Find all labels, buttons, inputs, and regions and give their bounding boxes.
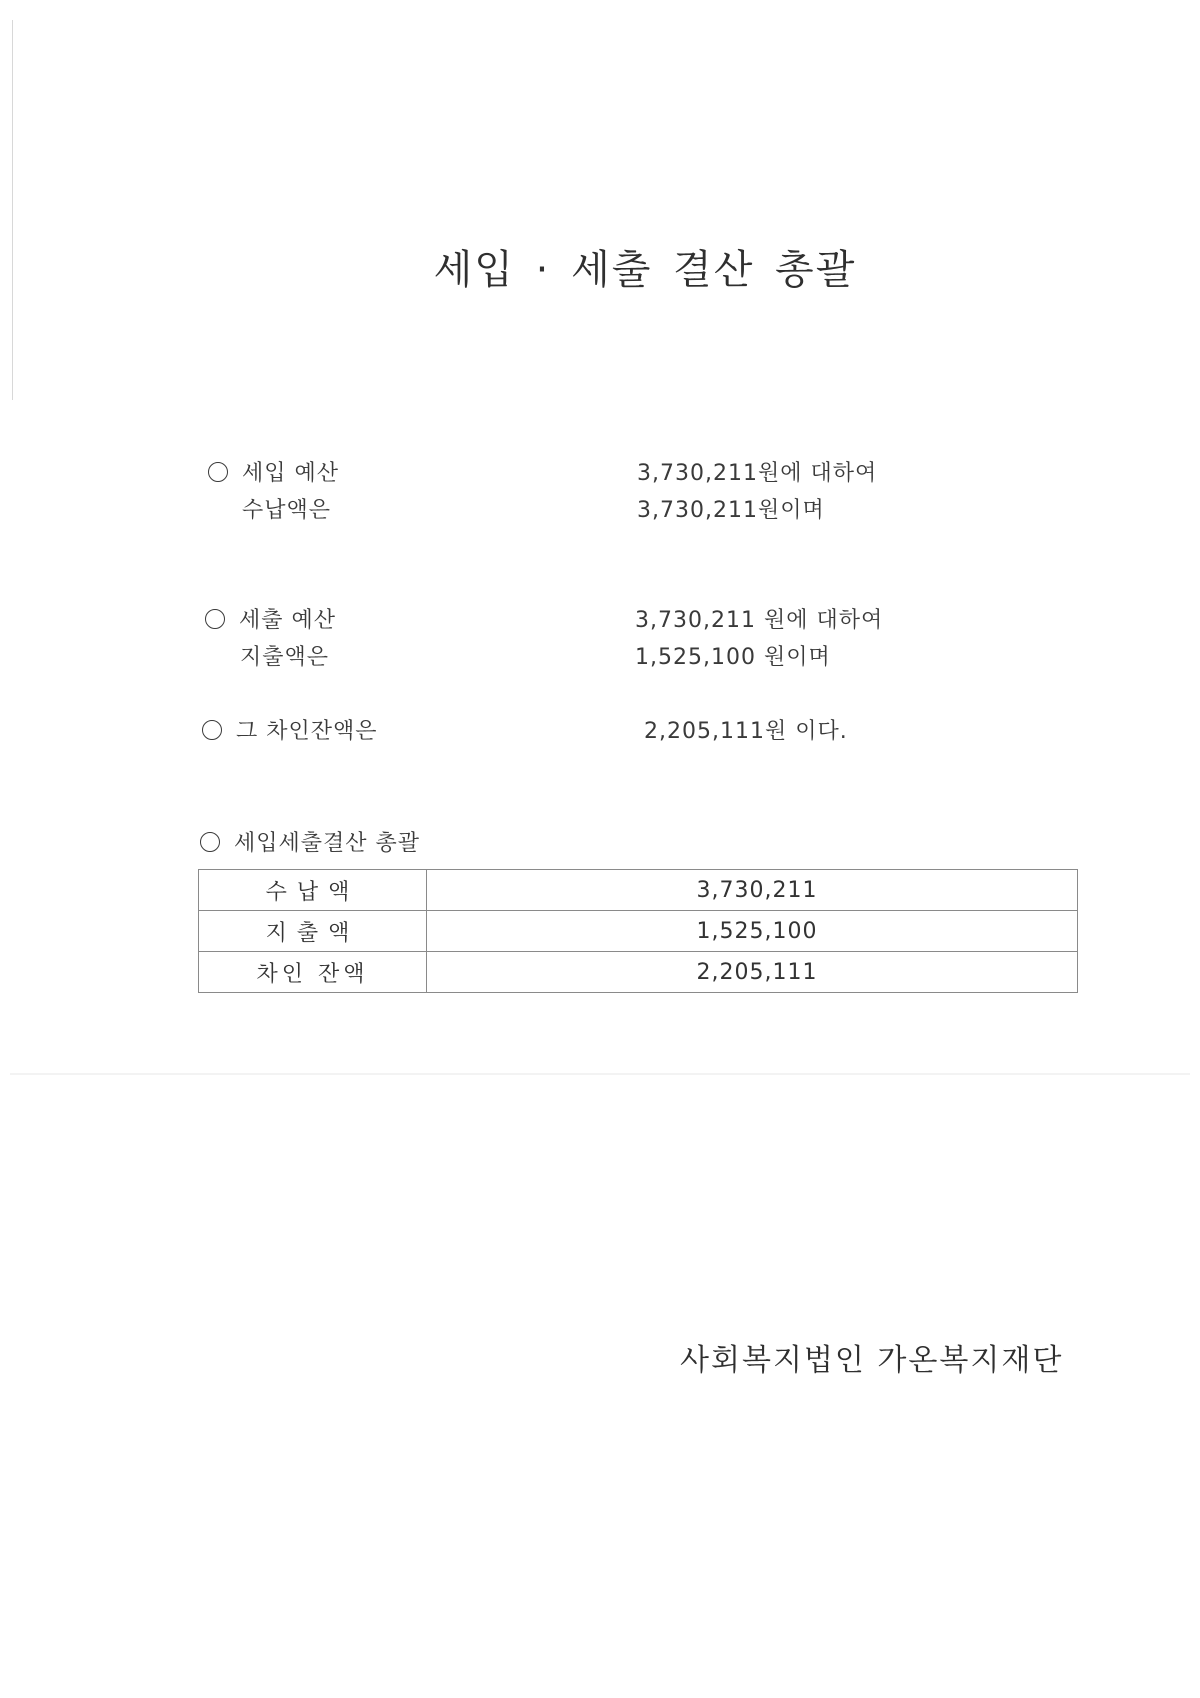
summary-table bbox=[198, 869, 1078, 993]
circle-bullet-icon bbox=[202, 720, 222, 740]
scan-edge-line bbox=[12, 20, 13, 400]
summary-row-value: 1,525,100 bbox=[427, 911, 1078, 952]
income-received-label: 수납액은 bbox=[242, 498, 332, 523]
income-budget-label-line bbox=[208, 456, 339, 487]
summary-row-label: 차인 잔액 bbox=[199, 952, 427, 993]
expense-budget-label: 세출 예산 bbox=[239, 608, 337, 633]
summary-heading-line bbox=[200, 826, 420, 857]
table-row bbox=[199, 870, 1078, 911]
circle-bullet-icon bbox=[205, 609, 225, 629]
summary-row-value: 3,730,211 bbox=[427, 870, 1078, 911]
summary-heading: 세입세출결산 총괄 bbox=[234, 831, 421, 856]
table-row bbox=[199, 911, 1078, 952]
balance-label: 그 차인잔액은 bbox=[236, 719, 378, 744]
income-budget-label: 세입 예산 bbox=[242, 461, 340, 486]
page-title: 세입 · 세출 결산 총괄 bbox=[433, 247, 857, 293]
expense-spent-label: 지출액은 bbox=[240, 645, 330, 670]
scan-fold-line bbox=[10, 1073, 1190, 1075]
income-budget-amount: 3,730,211원에 대하여 bbox=[637, 461, 878, 486]
circle-bullet-icon bbox=[200, 832, 220, 852]
organization-name: 사회복지법인 가온복지재단 bbox=[680, 1343, 1064, 1378]
circle-bullet-icon bbox=[208, 462, 228, 482]
income-received-amount: 3,730,211원이며 bbox=[637, 498, 825, 523]
balance-amount: 2,205,111원 이다. bbox=[644, 719, 848, 744]
summary-row-value: 2,205,111 bbox=[427, 952, 1078, 993]
expense-budget-label-line bbox=[205, 603, 336, 634]
summary-row-label: 수납액 bbox=[199, 870, 427, 911]
balance-label-line bbox=[202, 714, 378, 745]
expense-budget-amount: 3,730,211 원에 대하여 bbox=[635, 608, 884, 633]
summary-row-label: 지출액 bbox=[199, 911, 427, 952]
table-row bbox=[199, 952, 1078, 993]
expense-spent-amount: 1,525,100 원이며 bbox=[635, 645, 831, 670]
